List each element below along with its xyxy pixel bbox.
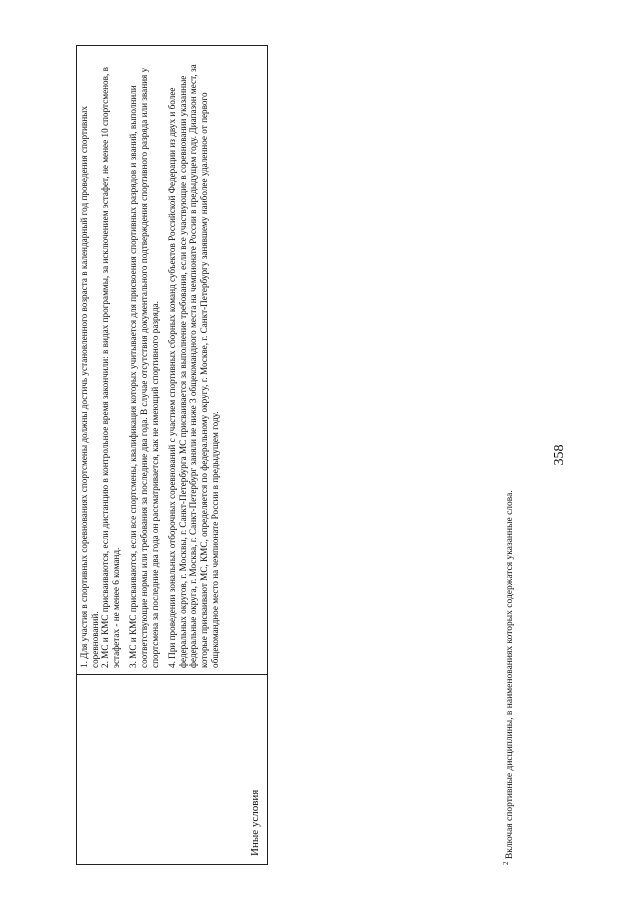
conditions-table (76, 45, 268, 865)
footnote-marker: 2 (502, 861, 510, 865)
table-text-cell (77, 46, 267, 674)
table-label-cell (77, 674, 267, 864)
condition-paragraph-2: 2. МС и КМС присваиваются, если дистанцию в контрольное время закончили: в видах программы, за исключением эстафет, не менее 10 спортсменов, в эстафетах - не менее 6 команд. (100, 67, 121, 668)
condition-paragraph-4: 4. При проведении зональных отборочных соревнований с участием спортивных сборных команд субъектов Российской Федерации из двух и более федеральных округов, г. Москвы, г. Санкт-Петербурга МС присваивается за выполнение требования, если все участвующие в соревновании указанные федеральные округа, г. Москва, г. Санкт-Петербург заняли не ниже 3 общекомандного места на чемпионате России в предыдущем году. Диапазон мест, за которые присваивают МС, КМС, определяется по федеральному округу, г. Москве, г. Санкт-Петербургу занявшему наиболее удаленное от первого общекомандное место на чемпионате России в предыдущем году. (167, 64, 220, 668)
footnote-text: Включая спортивные дисциплины, в наименованиях которых содержатся указанные слова. (505, 490, 516, 860)
condition-paragraph-3: 3. МС и КМС присваиваются, если все спортсмены, квалификация которых учитывается для присвоения спортивных разрядов и званий, выполнили соответствующие нормы или требования за последние два года. В случае отсутствия документального подтверждения спортивного разряда или звания у спортсмена за последние два года он рассматривается, как не имеющий спортивного разряда. (128, 67, 160, 668)
condition-paragraph-1: 1. Для участия в спортивных соревнованиях спортсмены должны достичь установленного возраста в календарный год проведения спортивных соревнований. (79, 106, 100, 668)
page-number: 358 (552, 444, 567, 466)
footnote (502, 490, 515, 865)
row-label: Иные условия (249, 789, 261, 856)
